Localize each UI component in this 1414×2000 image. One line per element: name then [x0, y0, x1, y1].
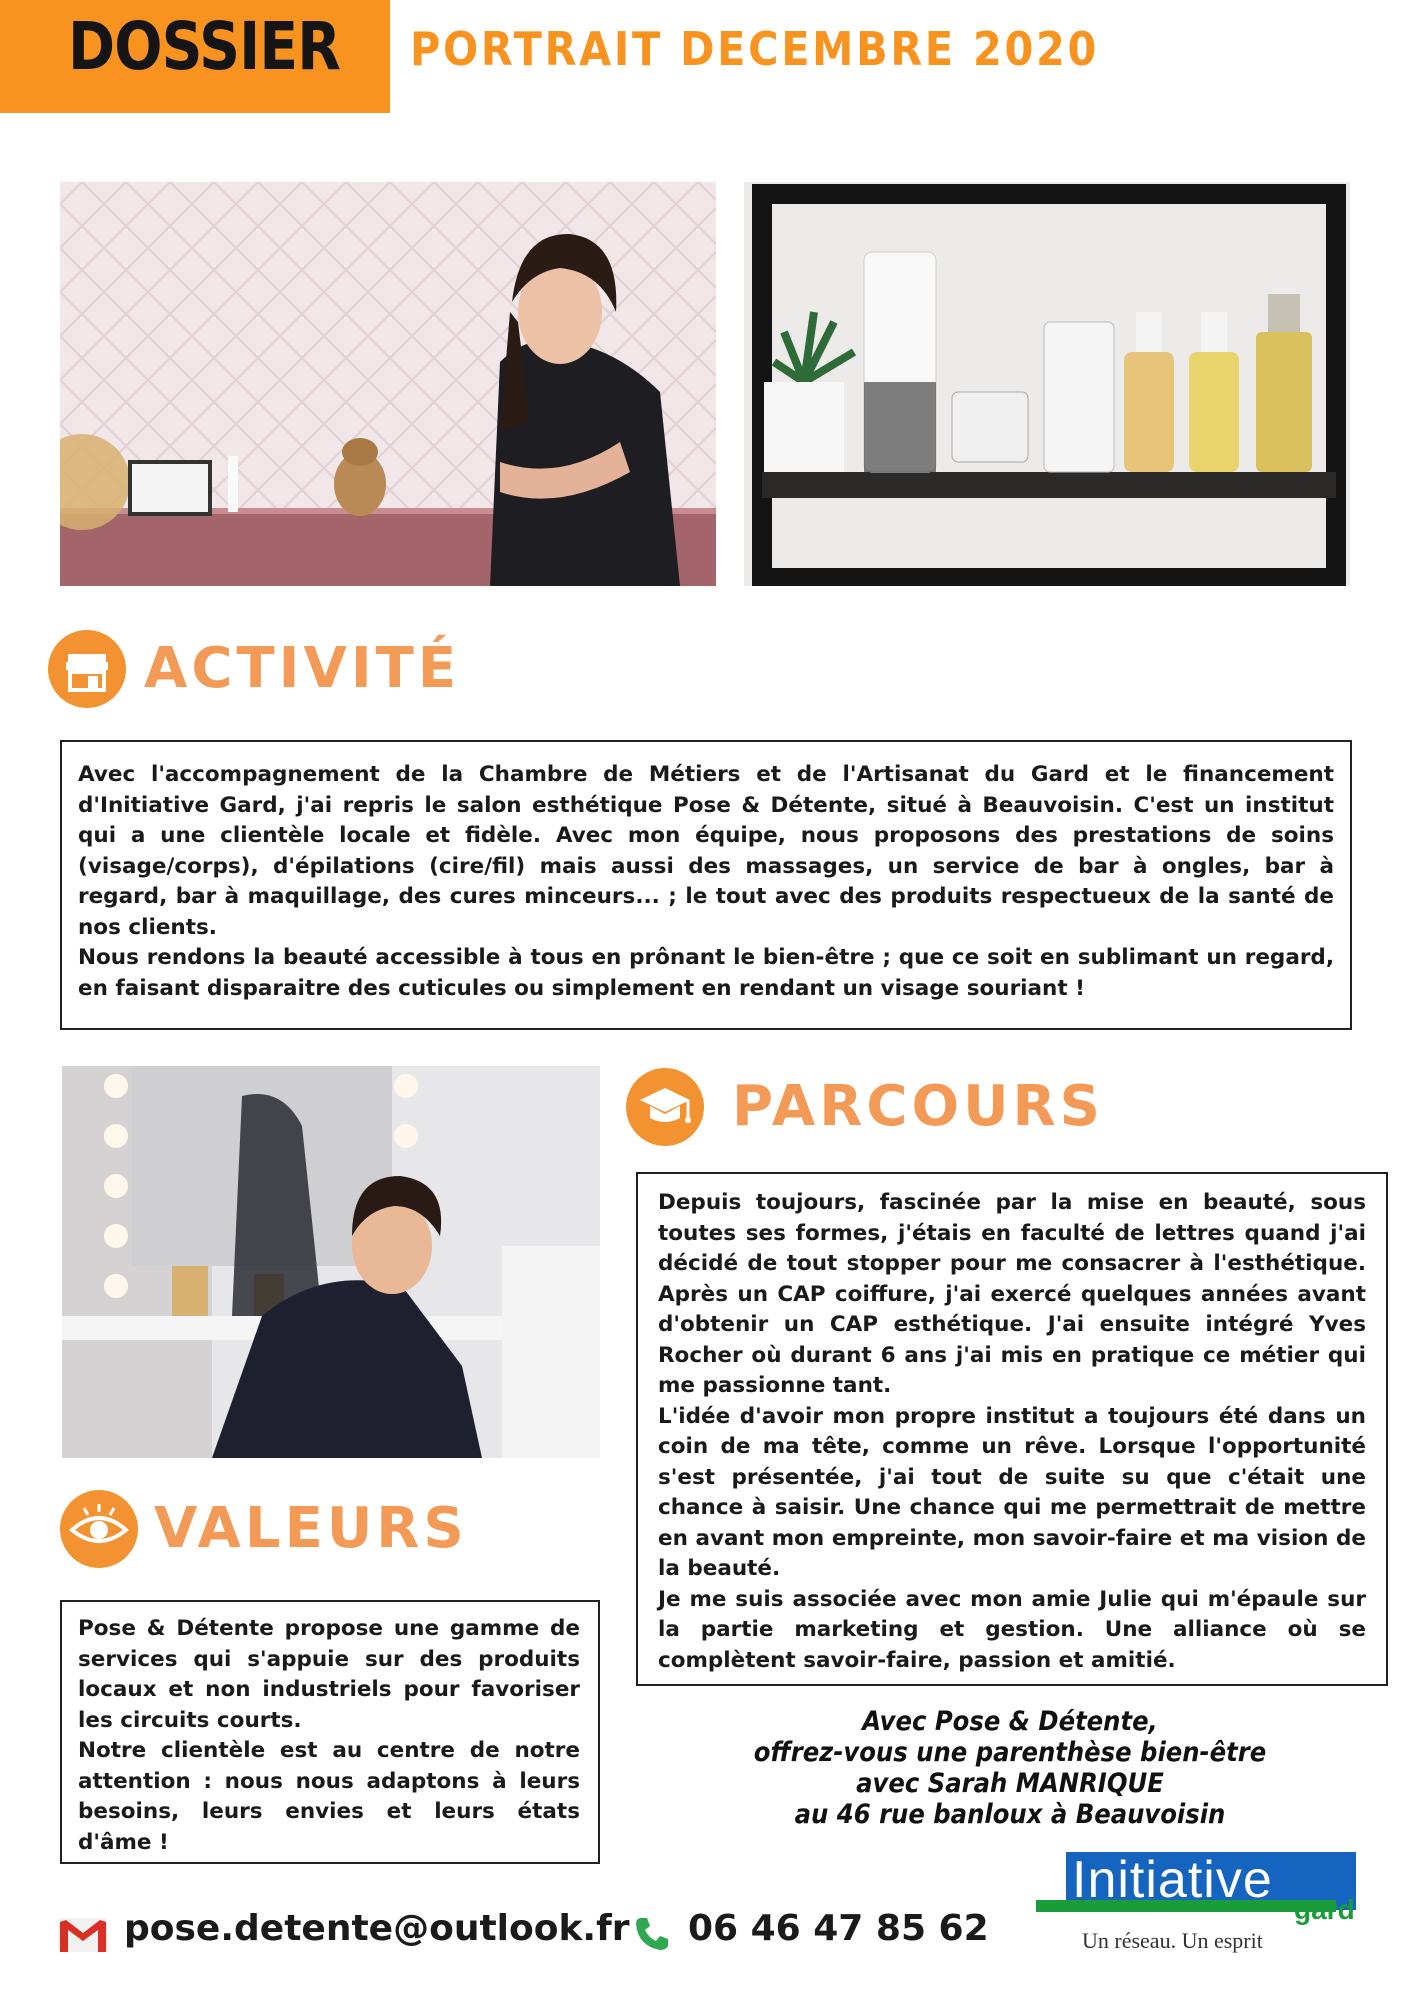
tagline-line: avec Sarah MANRIQUE: [856, 1768, 1164, 1799]
valeurs-paragraph: Pose & Détente propose une gamme de services qui s'appuie sur des produits locaux et non industriels pour favoriser les circuits courts.: [78, 1616, 580, 1733]
activite-paragraph: Avec l'accompagnement de la Chambre de Métiers et de l'Artisanat du Gard et le financement d'Initiative Gard, j'ai repris le salon esthétique Pose & Détente, situé à Beauvoisin. C'est un institut qui a une clientèle locale et fidèle. Avec mon équipe, nous proposons des prestations de soins (visage/corps), d'épilations (cire/fil) mais aussi des massages, un service de bar à ongles, bar à regard, bar à maquillage, des cures minceurs... ; le tout avec des produits respectueux de la santé de nos clients.: [78, 762, 1334, 940]
tagline-line: au 46 rue banloux à Beauvoisin: [794, 1799, 1226, 1830]
graduation-cap-icon: [626, 1068, 704, 1146]
phone-number[interactable]: 06 46 47 85 62: [688, 1908, 989, 1949]
logo-brand: Initiative: [1072, 1851, 1273, 1909]
photo-products-shelf: [744, 182, 1350, 586]
activite-paragraph: Nous rendons la beauté accessible à tous en prônant le bien-être ; que ce soit en sublimant un regard, en faisant disparaitre des cuticules ou simplement en rendant un visage souriant !: [78, 945, 1334, 1001]
photo-vanity: [62, 1066, 600, 1458]
tagline-line: Avec Pose & Détente,: [862, 1706, 1158, 1737]
email-link[interactable]: pose.detente@outlook.fr: [124, 1908, 630, 1949]
phone-icon: [632, 1914, 672, 1954]
parcours-paragraph: L'idée d'avoir mon propre institut a toujours été dans un coin de ma tête, comme un rêve. Lorsque l'opportunité s'est présentée, j'ai tout de suite su que c'était une chance à saisir. Une chance qui me permettrait de mettre en avant mon empreinte, mon savoir-faire et ma vision de la beauté.: [658, 1403, 1366, 1581]
parcours-paragraph: Depuis toujours, fascinée par la mise en beauté, sous toutes ses formes, j'étais en faculté de lettres quand j'ai décidé de tout stopper pour me consacrer à l'esthétique. Après un CAP coiffure, j'ai exercé quelques années avant d'obtenir un CAP esthétique. J'ai ensuite intégré Yves Rocher où durant 6 ans j'ai mis en pratique ce métier qui me passionne tant.: [658, 1190, 1366, 1398]
header-label-box: [0, 0, 390, 113]
parcours-text-box: [636, 1172, 1388, 1686]
tagline: [713, 1706, 1307, 1830]
section-title-valeurs: VALEURS: [154, 1496, 468, 1561]
gmail-icon: [58, 1916, 108, 1954]
initiative-gard-logo: [1036, 1840, 1376, 1970]
header-label: DOSSIER: [68, 8, 341, 85]
tagline-line: offrez-vous une parenthèse bien-être: [753, 1737, 1267, 1768]
header-subtitle: PORTRAIT DECEMBRE 2020: [410, 22, 1100, 76]
valeurs-text-box: [60, 1600, 600, 1864]
logo-slogan: Un réseau. Un esprit: [1082, 1928, 1263, 1953]
storefront-icon: [48, 630, 126, 708]
section-title-activite: ACTIVITÉ: [144, 636, 461, 701]
valeurs-paragraph: Notre clientèle est au centre de notre attention : nous nous adaptons à leurs besoins, leurs envies et leurs états d'âme !: [78, 1738, 580, 1855]
photo-portrait-salon: [60, 182, 716, 586]
activite-text-box: [60, 740, 1352, 1030]
eye-icon: [60, 1490, 138, 1568]
logo-region: gard: [1294, 1894, 1355, 1925]
parcours-paragraph: Je me suis associée avec mon amie Julie qui m'épaule sur la partie marketing et gestion. Une alliance où se complètent savoir-faire, passion et amitié.: [658, 1586, 1366, 1673]
section-title-parcours: PARCOURS: [732, 1074, 1104, 1139]
